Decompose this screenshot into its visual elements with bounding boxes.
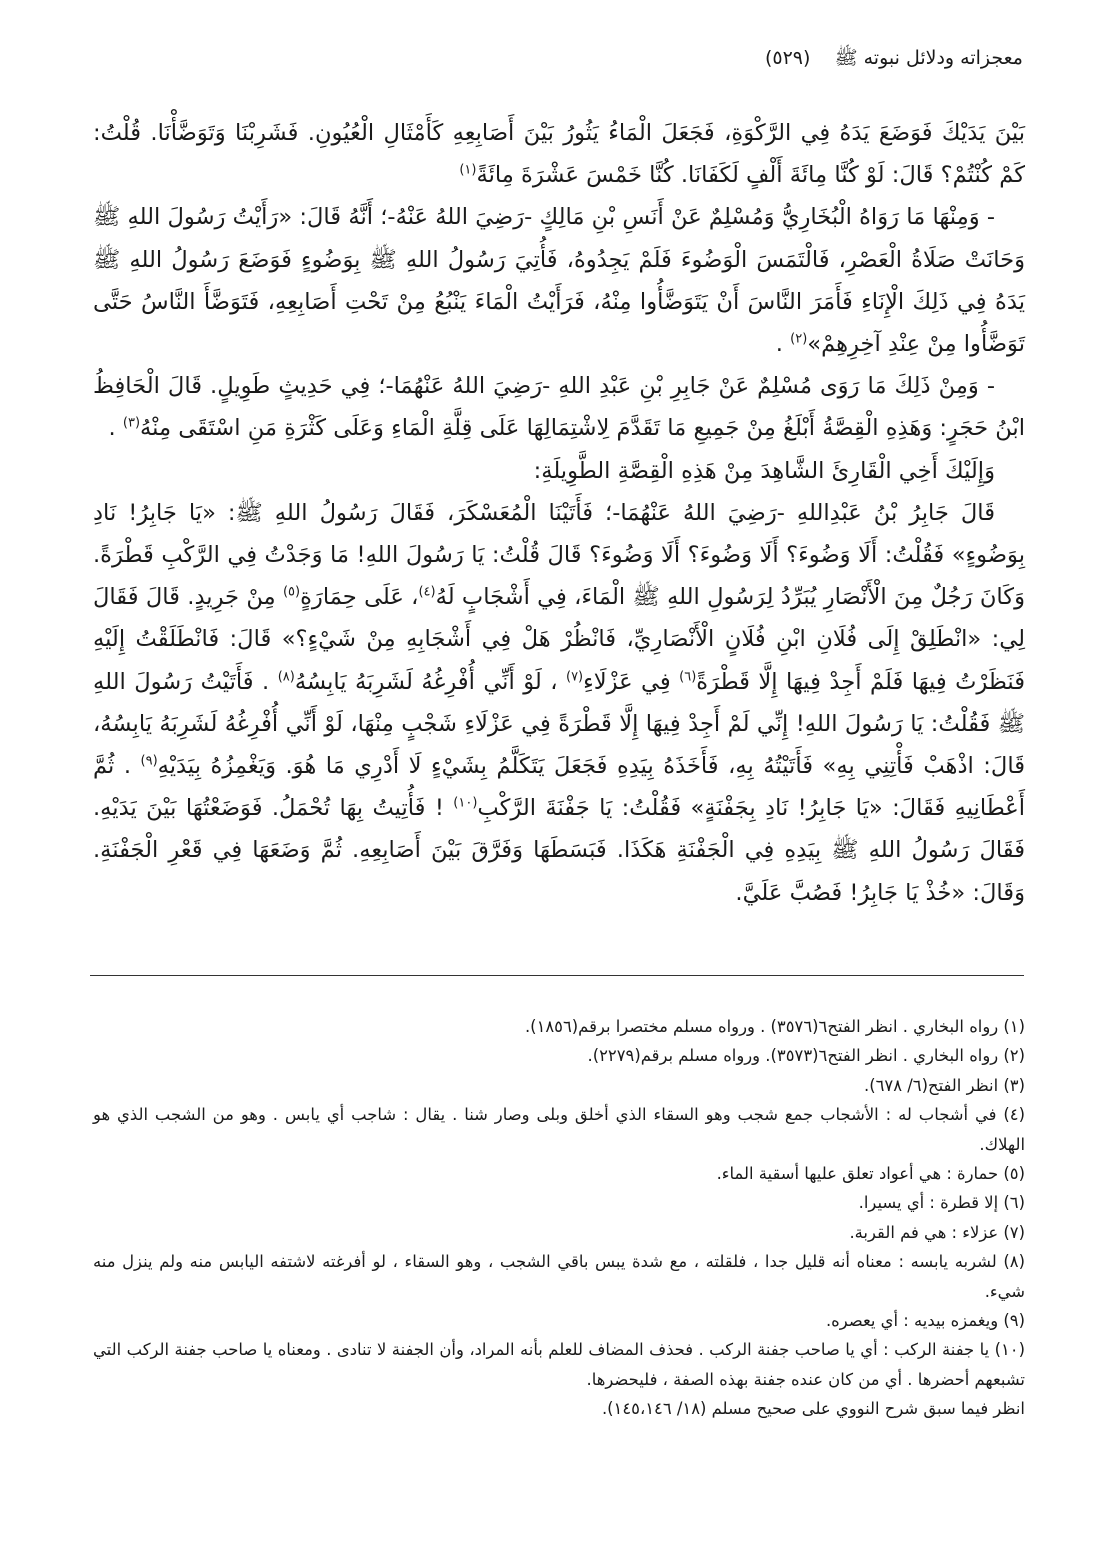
paragraph-5-text-e: ، لَوْ أَنِّي أُفْرِغُهُ لَشَرِبَهُ يَابِسُهُ bbox=[294, 668, 566, 695]
paragraph-2: - وَمِنْهَا مَا رَوَاهُ الْبُخَارِيُّ وَمُسْلِمٌ عَنْ أَنَسِ بْنِ مَالِكٍ -رَضِيَ اللهُ عَنْهُ-؛ أَنَّهُ قَالَ: «رَأَيْتُ رَسُولَ اللهِ ﷺ وَحَانَتْ صَلَاةُ الْعَصْرِ، فَالْتَمَسَ الْوَضُوءَ فَلَمْ يَجِدُوهُ، فَأُتِيَ رَسُولُ اللهِ ﷺ بِوَضُوءٍ فَوَضَعَ رَسُولُ اللهِ ﷺ يَدَهُ فِي ذَلِكَ الْإِنَاءِ فَأَمَرَ النَّاسَ أَنْ يَتَوَضَّأُوا مِنْهُ، فَرَأَيْتُ الْمَاءَ يَنْبُعُ مِنْ تَحْتِ أَصَابِعِهِ، فَتَوَضَّأَ النَّاسُ حَتَّى تَوَضَّأُوا مِنْ عِنْدِ آخِرِهِمْ»$^{(٢)}$ . bbox=[93, 204, 1025, 358]
footnote-10: (١٠) يا جفنة الركب : أي يا صاحب جفنة الركب . فحذف المضاف للعلم بأنه المراد، وأن الجفنة لا تنادى . ومعناه يا صاحب جفنة الركب التي تشبعهم أحضرها . أي من كان عنده جفنة بهذه الصفة ، فليحضرها. bbox=[93, 1340, 1025, 1389]
paragraph-3: - وَمِنْ ذَلِكَ مَا رَوَى مُسْلِمٌ عَنْ جَابِرِ بْنِ عَبْدِ اللهِ -رَضِيَ اللهُ عَنْهُمَا-؛ فِي حَدِيثٍ طَوِيلٍ. قَالَ الْحَافِظُ ابْنُ حَجَرٍ: وَهَذِهِ الْقِصَّةُ أَبْلَغُ مِنْ جَمِيعِ مَا تَقَدَّمَ لِاشْتِمَالِهَا عَلَى قِلَّةِ الْمَاءِ وَعَلَى كَثْرَةِ مَنِ اسْتَقَى مِنْهُ$^{(٣)}$ . bbox=[93, 373, 1025, 442]
paragraph-4: وَإِلَيْكَ أَخِي الْقَارِئَ الشَّاهِدَ مِنْ هَذِهِ الْقِصَّةِ الطَّوِيلَةِ: bbox=[533, 457, 995, 484]
footnote-ref-6: (٦) bbox=[679, 669, 697, 685]
paragraph-5 bbox=[93, 492, 1025, 914]
footnote-ref-1: (١) bbox=[459, 162, 477, 178]
footnote-ref-3: (٣) bbox=[122, 415, 141, 431]
footnote-1: (١) رواه البخاري . انظر الفتح٦(٣٥٧٦) . ورواه مسلم مختصرا برقم(١٨٥٦). bbox=[524, 1017, 1025, 1036]
paragraph-5-text-h: ! فَأُتِيتُ بِهَا تُحْمَلُ. فَوَضَعْتُهَا بَيْنَ يَدَيْهِ. فَقَالَ رَسُولُ اللهِ ﷺ بِيَدِهِ فِي الْجَفْنَةِ هَكَذَا. فَبَسَطَهَا وَفَرَّقَ بَيْنَ أَصَابِعِهِ. ثُمَّ وَضَعَهَا فِي قَعْرِ الْجَفْنَةِ. وَقَالَ: «خُذْ يَا جَابِرُ! فَصُبَّ عَلَيَّ. bbox=[93, 795, 1025, 906]
footnote-ref-10: (١٠) bbox=[453, 795, 478, 811]
paragraph-1-text: بَيْنَ يَدَيْكَ فَوَضَعَ يَدَهُ فِي الرَّكْوَةِ، فَجَعَلَ الْمَاءُ يَثُورُ بَيْنَ أَصَابِعِهِ كَأَمْثَالِ الْعُيُونِ. فَشَرِبْنَا وَتَوَضَّأْنَا. قُلْتُ: كَمْ كُنْتُمْ؟ قَالَ: لَوْ كُنَّا مِائَةَ أَلْفٍ لَكَفَانَا. كُنَّا خَمْسَ عَشْرَةَ مِائَةً bbox=[93, 120, 1025, 189]
footnote-ref-8: (٨) bbox=[277, 669, 295, 685]
footnote-7: (٧) عزلاء : هي فم القربة. bbox=[849, 1222, 1025, 1242]
running-header bbox=[765, 46, 1023, 74]
footnote-ref-5: (٥) bbox=[282, 584, 301, 600]
footnote-divider bbox=[90, 975, 1024, 976]
paragraph-5-text-c: مِنْ جَرِيدٍ. قَالَ فَقَالَ لِي: «انْطَلِقْ إِلَى فُلَانِ ابْنِ فُلَانٍ الْأَنْصَارِيِّ، فَانْظُرْ هَلْ فِي أَشْجَابِهِ مِنْ شَيْءٍ؟» قَالَ: فَانْطَلَقْتُ إِلَيْهِ فَنَظَرْتُ فِيهَا فَلَمْ أَجِدْ فِيهَا إِلَّا قَطْرَةً bbox=[93, 584, 1025, 695]
header-title: معجزاته ودلائل نبوته ﷺ bbox=[834, 47, 1023, 69]
footnote-6: (٦) إلا قطرة : أي يسيرا. bbox=[858, 1193, 1025, 1213]
paragraph-3-text: - وَمِنْ ذَلِكَ مَا رَوَى مُسْلِمٌ عَنْ جَابِرِ بْنِ عَبْدِ اللهِ -رَضِيَ اللهُ عَنْهُمَا-؛ فِي حَدِيثٍ طَوِيلٍ. قَالَ الْحَافِظُ ابْنُ حَجَرٍ: وَهَذِهِ الْقِصَّةُ أَبْلَغُ مِنْ جَمِيعِ مَا تَقَدَّمَ لِاشْتِمَالِهَا عَلَى قِلَّةِ الْمَاءِ وَعَلَى كَثْرَةِ مَنِ اسْتَقَى مِنْهُ bbox=[93, 373, 1025, 442]
footnote-5: (٥) حمارة : هي أعواد تعلق عليها أسقية الماء. bbox=[716, 1164, 1025, 1184]
paragraph-5-text-f: . فَأَتَيْتُ رَسُولَ اللهِ ﷺ فَقُلْتُ: يَا رَسُولَ اللهِ! إِنِّي لَمْ أَجِدْ فِيهَا إِلَّا قَطْرَةً فِي عَزْلَاءِ شَجْبٍ مِنْهَا، لَوْ أَنِّي أُفْرِغُهُ لَشَرِبَهُ يَابِسُهُ، قَالَ: اذْهَبْ فَأْتِنِي بِهِ» فَأَتَيْتُهُ بِهِ، فَأَخَذَهُ بِيَدِهِ فَجَعَلَ يَتَكَلَّمُ بِشَيْءٍ لَا أَدْرِي مَا هُوَ. وَيَغْمِزُهُ بِيَدَيْهِ bbox=[93, 668, 1026, 780]
footnote-2: (٢) رواه البخاري . انظر الفتح٦(٣٥٧٣). ورواه مسلم برقم(٢٢٧٩). bbox=[587, 1046, 1025, 1066]
paragraph-1 bbox=[93, 112, 1025, 196]
footnote-ref-7: (٧) bbox=[565, 669, 584, 685]
footnote-4: (٤) في أشجاب له : الأشجاب جمع شجب وهو السقاء الذي أخلق وبلى وصار شنا . يقال : شاجب أي يابس . وهو من الشجب الذي هو الهلاك. bbox=[93, 1105, 1025, 1154]
footnote-3: (٣) انظر الفتح(٦/ ٦٧٨). bbox=[864, 1075, 1025, 1095]
footnote-9: (٩) ويغمزه بيديه : أي يعصره. bbox=[825, 1311, 1025, 1331]
main-text bbox=[93, 112, 1025, 914]
page-number: (٥٢٩) bbox=[764, 47, 811, 69]
paragraph-5-text-g: . ثُمَّ أَعْطَانِيهِ فَقَالَ: «يَا جَابِرُ! نَادِ بِجَفْنَةٍ» فَقُلْتُ: يَا جَفْنَةَ الرَّكْبِ bbox=[93, 753, 1025, 822]
paragraph-5-text-a: قَالَ جَابِرُ بْنُ عَبْدِاللهِ -رَضِيَ اللهُ عَنْهُمَا-؛ فَأَتَيْنَا الْمُعَسْكَرَ، فَقَالَ رَسُولُ اللهِ ﷺ: «يَا جَابِرُ! نَادِ بِوَضُوءٍ» فَقُلْتُ: أَلَا وَضُوءَ؟ أَلَا وَضُوءَ؟ أَلَا وَضُوءَ؟ قَالَ قُلْتُ: يَا رَسُولَ اللهِ! مَا وَجَدْتُ فِي الرَّكْبِ قَطْرَةً. وَكَانَ رَجُلٌ مِنَ الْأَنْصَارِ يُبَرِّدُ لِرَسُولِ اللهِ ﷺ الْمَاءَ، فِي أَشْجَابٍ لَهُ bbox=[93, 499, 1025, 611]
paragraph-2-text: - وَمِنْهَا مَا رَوَاهُ الْبُخَارِيُّ وَمُسْلِمٌ عَنْ أَنَسِ بْنِ مَالِكٍ -رَضِيَ اللهُ عَنْهُ-؛ أَنَّهُ قَالَ: «رَأَيْتُ رَسُولَ اللهِ ﷺ وَحَانَتْ صَلَاةُ الْعَصْرِ، فَالْتَمَسَ الْوَضُوءَ فَلَمْ يَجِدُوهُ، فَأُتِيَ رَسُولُ اللهِ ﷺ بِوَضُوءٍ فَوَضَعَ رَسُولُ اللهِ ﷺ يَدَهُ فِي ذَلِكَ الْإِنَاءِ فَأَمَرَ النَّاسَ أَنْ يَتَوَضَّأُوا مِنْهُ، فَرَأَيْتُ الْمَاءَ يَنْبُعُ مِنْ تَحْتِ أَصَابِعِهِ، فَتَوَضَّأَ النَّاسُ حَتَّى تَوَضَّأُوا مِنْ عِنْدِ آخِرِهِمْ» bbox=[93, 204, 1025, 358]
paragraph-5-text-d: فِي عَزْلَاءِ bbox=[583, 668, 680, 695]
footnote-8: (٨) لشربه يابسه : معناه أنه قليل جدا ، فلقلته ، مع شدة يبس باقي الشجب ، وهو السقاء ، لو أفرغته لاشتفه اليابس منه ولم ينزل منه شيء. bbox=[93, 1252, 1025, 1301]
footnotes bbox=[93, 1012, 1025, 1424]
footnote-ref-2: (٢) bbox=[790, 331, 808, 347]
paragraph-5-text-b: ، عَلَى حِمَارَةٍ bbox=[300, 584, 419, 611]
footnote-source: انظر فيما سبق شرح النووي على صحيح مسلم (١٨/ ١٤٥،١٤٦). bbox=[601, 1399, 1025, 1419]
footnote-ref-9: (٩) bbox=[140, 753, 158, 769]
footnote-ref-4: (٤) bbox=[418, 584, 436, 600]
